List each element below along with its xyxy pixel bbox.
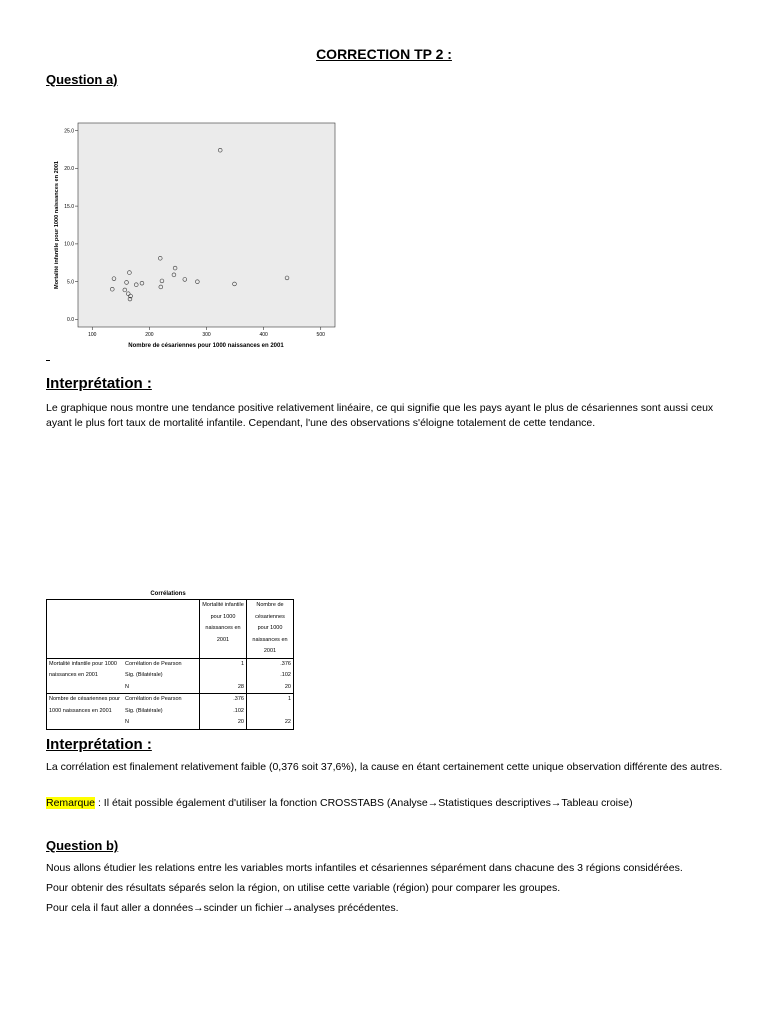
question-a-heading: Question a) [46, 72, 118, 87]
cell: 1 [247, 694, 294, 706]
cell [200, 670, 247, 682]
cell: .376 [200, 694, 247, 706]
interpretation-1-heading: Interprétation : [46, 375, 152, 392]
page-title: CORRECTION TP 2 : [316, 46, 452, 62]
y-tick-label: 15.0 [64, 203, 74, 210]
stat-label: Sig. (Bilatérale) [125, 672, 163, 678]
table-corner [47, 600, 200, 659]
y-tick-label: 0.0 [67, 317, 74, 324]
x-axis-label: Nombre de césariennes pour 1000 naissances en 2001 [128, 343, 284, 349]
scatter-chart [46, 115, 346, 355]
stray-dash [46, 360, 50, 361]
interpretation-1-text: Le graphique nous montre une tendance positive relativement linéaire, ce qui signifie que les pays ayant le plus de césariennes sont aussi ceux ayant le plus fort taux de mortalité infantile. Cependant, l'une des observations s'éloigne totalement de cette tendance. [46, 402, 714, 429]
cell: .102 [200, 706, 247, 718]
x-tick-label: 200 [145, 332, 154, 338]
cell: .102 [247, 670, 294, 682]
cell [247, 706, 294, 718]
y-tick-label: 25.0 [64, 128, 74, 135]
col-header-cesariennes: Nombre de césariennes pour 1000 naissances en 2001 [247, 600, 294, 659]
remark-line [46, 796, 726, 811]
remark-text: : Il était possible également d'utiliser la fonction CROSSTABS (Analyse→Statistiques descriptives→Tableau croise) [95, 797, 633, 809]
x-tick-label: 500 [316, 332, 325, 338]
stat-label: Corrélation de Pearson [123, 658, 200, 670]
cell: 20 [247, 682, 294, 694]
row-label-cesariennes: Nombre de césariennes pour 1000 naissances en 2001 [47, 694, 124, 730]
cell: 22 [247, 717, 294, 729]
question-b-heading: Question b) [46, 838, 119, 853]
row-label-mortalite: Mortalité infantile pour 1000 naissances en 2001 [47, 658, 124, 694]
question-b-p2: Pour obtenir des résultats séparés selon la région, on utilise cette variable (région) pour comparer les groupes. [46, 882, 561, 894]
y-tick-label: 5.0 [67, 279, 74, 286]
plot-area [78, 123, 335, 327]
cell: 1 [200, 658, 247, 670]
y-tick-label: 10.0 [64, 241, 74, 248]
table-row [47, 658, 294, 670]
table-row [47, 694, 294, 706]
correlations-table [46, 599, 294, 730]
interpretation-2-heading: Interprétation : [46, 736, 152, 753]
stat-label: N [125, 683, 129, 690]
question-b-p1: Nous allons étudier les relations entre les variables morts infantiles et césariennes séparément dans chacune des 3 régions considérées. [46, 862, 683, 874]
y-axis-label: Mortalité infantile pour 1000 naissances en 2001 [54, 160, 60, 290]
cell: 28 [200, 682, 247, 694]
col-header-mortalite: Mortalité infantile pour 1000 naissances en 2001 [200, 600, 247, 659]
question-b-p3: Pour cela il faut aller a données→scinder un fichier→analyses précédentes. [46, 902, 399, 914]
stat-label: N [125, 719, 129, 725]
remark-label: Remarque [46, 797, 96, 809]
x-tick-label: 400 [259, 332, 268, 338]
x-tick-label: 300 [202, 332, 211, 338]
stat-label: Sig. (Bilatérale) [125, 707, 163, 714]
x-tick-label: 100 [88, 332, 97, 338]
stat-label: Corrélation de Pearson [123, 694, 200, 706]
y-axis [64, 128, 78, 323]
interpretation-2-text: La corrélation est finalement relativement faible (0,376 soit 37,6%), la cause en étant certainement cette unique observation différente des autres. [46, 761, 723, 773]
y-tick-label: 20.0 [64, 166, 74, 173]
x-axis [88, 327, 325, 338]
cell: 20 [200, 717, 247, 729]
table-caption: Corrélations [150, 591, 186, 597]
cell: .376 [247, 658, 294, 670]
